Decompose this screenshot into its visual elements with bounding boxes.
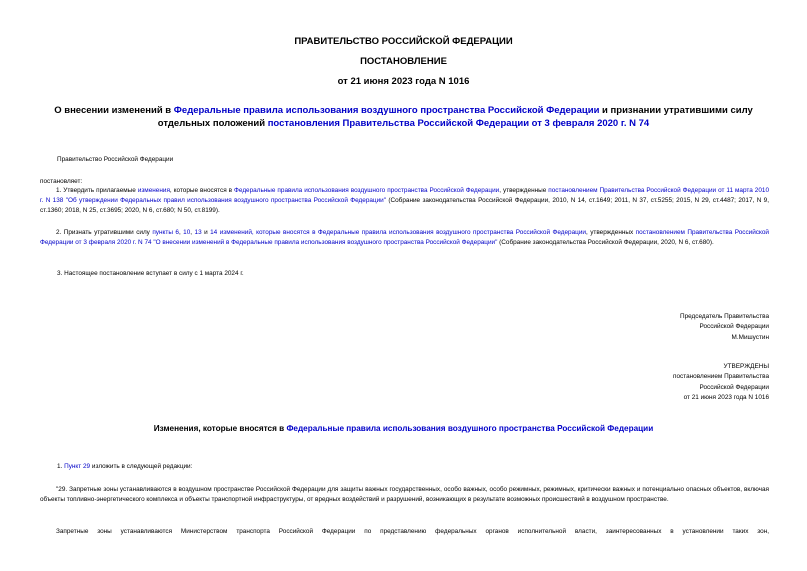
signature-position: Председатель Правительства <box>680 313 769 320</box>
approval-by: постановлением Правительства <box>673 373 769 381</box>
title-link-decree-74[interactable]: постановления Правительства Российской Федерации от 3 февраля 2020 г. N 74 <box>267 118 650 129</box>
item-text: , утвержденные <box>499 187 549 194</box>
item-text: , <box>178 229 184 236</box>
preamble: Правительство Российской Федерации <box>57 156 174 163</box>
document-date-number: от 21 июня 2023 года N 1016 <box>337 76 470 87</box>
document-title <box>40 104 767 130</box>
link-point-13[interactable]: 13 <box>194 229 202 236</box>
government-heading: ПРАВИТЕЛЬСТВО РОССИЙСКОЙ ФЕДЕРАЦИИ <box>294 36 513 47</box>
paragraph-29: "29. Запретные зоны устанавливаются в воздушном пространстве Российской Федерации для защиты важных государственных, особо важных, особо режимных, режимных, критически важных и потенциально опасных объектов, включая объекты топливно-энергетического комплекса и объекты транспортной инфраструктуры, от вредных воздействий и разрушений, возникающих в результате возможных происшествий в воздушном пространстве. <box>40 486 769 503</box>
item-text: (Собрание законодательства Российской Федерации, 2020, N 6, ст.680). <box>497 238 714 246</box>
title-text: О внесении изменений в <box>54 105 174 116</box>
item-text: 1. Утвердить прилагаемые <box>56 187 138 194</box>
title-link-rules[interactable]: Федеральные правила использования воздушного пространства Российской Федерации <box>173 105 600 116</box>
link-point-10[interactable]: 10 <box>183 229 191 236</box>
item-3: 3. Настоящее постановление вступает в силу с 1 марта 2024 г. <box>57 270 244 277</box>
link-point-14[interactable]: 14 изменений, которые вносятся в Федеральные правила использования воздушного пространства Российской Федерации <box>210 229 586 236</box>
point-text: изложить в следующей редакции: <box>90 463 193 470</box>
signature-block <box>680 312 769 343</box>
title-text: и признании утратившими силу отдельных положений <box>157 105 753 129</box>
paragraph-next: Запретные зоны устанавливаются Министерством транспорта Российской Федерации по представлению федеральных органов исполнительной власти, заинтересованных в установлении таких зон, <box>56 528 769 535</box>
link-federal-rules[interactable]: Федеральные правила использования воздушного пространства Российской Федерации <box>234 187 500 194</box>
link-point-29[interactable]: Пункт 29 <box>64 463 91 470</box>
point-1 <box>57 462 192 472</box>
approval-heading: УТВЕРЖДЕНЫ <box>723 363 769 370</box>
link-changes[interactable]: изменения <box>137 187 170 194</box>
signature-name: М.Мишустин <box>731 333 769 341</box>
item-text: , которые вносятся в <box>169 187 235 194</box>
changes-title-text: Изменения, которые вносятся в <box>153 424 287 433</box>
document-type: ПОСТАНОВЛЕНИЕ <box>360 56 447 67</box>
link-point-6[interactable]: пункты 6 <box>152 229 179 236</box>
changes-title <box>40 424 767 433</box>
item-1 <box>40 186 769 215</box>
item-text: , утвержденных <box>585 229 636 236</box>
item-2 <box>40 228 769 248</box>
item-text: (Собрание законодательства Российской Федерации, 2010, N 14, ст.1649; 2011, N 37, ст.5255; 2015, N 29, ст.4487; 2017, N 9, ст.1360; 2018, N 25, ст.3695; 2020, N 6, ст.680; N 50, ст.8199). <box>40 196 770 214</box>
approval-date: от 21 июня 2023 года N 1016 <box>683 393 769 401</box>
link-decree-74[interactable]: постановлением Правительства Российской Федерации от 3 февраля 2020 г. N 74 "О внесении изменений в Федеральные правила использования воздушного пространства Российской Федерации" <box>40 229 769 246</box>
link-decree-138[interactable]: постановлением Правительства Российской Федерации от 11 марта 2010 г. N 138 "Об утверждении Федеральных правил использования воздушного пространства Российской Федерации" <box>40 187 769 204</box>
decree-word: постановляет: <box>40 178 83 185</box>
approval-block <box>673 362 769 403</box>
item-text: , <box>190 229 195 236</box>
signature-country: Российской Федерации <box>699 323 769 331</box>
approval-country: Российской Федерации <box>699 383 769 391</box>
item-text: и <box>201 229 211 236</box>
changes-title-link[interactable]: Федеральные правила использования воздушного пространства Российской Федерации <box>286 424 654 433</box>
point-text: 1. <box>57 463 65 470</box>
item-text: 2. Признать утратившими силу <box>56 229 153 236</box>
